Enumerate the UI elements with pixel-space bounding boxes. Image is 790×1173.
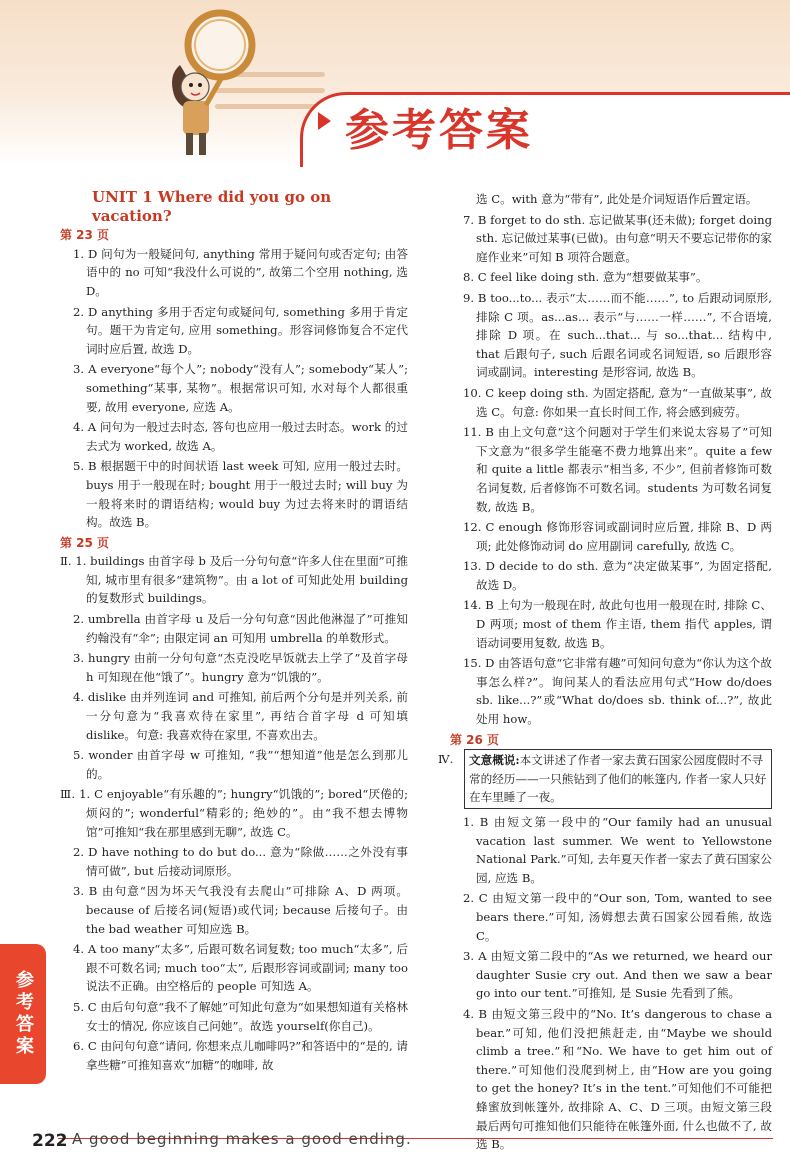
answer-item: 11. B 由上文句意“这个问题对于学生们来说太容易了”可知下文意为“很多学生能毫不费力地算出来”。quite a few 和 quite a little 都表示“相当多, 不少”, 但前者修饰可数名词复数, 后者修饰不可数名词。students 为可数名词复数, 故选 B。 xyxy=(463,425,772,514)
summary-block xyxy=(438,749,772,809)
answer-item: 6. C 由问句句意“请问, 你想来点儿咖啡吗?”和答语中的“是的, 请拿些糖”可推知喜欢“加糖”的咖啡, 故 xyxy=(73,1039,408,1072)
answer-item: 13. D decide to do sth. 意为“决定做某事”, 为固定搭配, 故选 D。 xyxy=(463,559,772,592)
answer-item: 15. D 由答语句意“它非常有趣”可知问句意为“你认为这个故事怎么样?”。询问某人的看法应用句式“How do/does sb. like...?”或“What do/does sb. think of...?”, 故此处用 how。 xyxy=(463,656,772,727)
answer-item: 2. D anything 多用于否定句或疑问句, something 多用于肯定句。题干为肯定句, 应用 something。形容词修饰复合不定代词时应后置, 故选 D。 xyxy=(73,304,408,356)
answer-item: 3. A everyone“每个人”; nobody“没有人”; somebody“某人”; something“某事, 某物”。根据常识可知, 水对每个人都很重要, 故用 everyone, 应选 A。 xyxy=(73,362,408,414)
answer-item: 14. B 上句为一般现在时, 故此句也用一般现在时, 排除 C、D 两项; most of them 作主语, them 指代 apples, 谓语动词要用复数, 故选 B。 xyxy=(463,598,772,650)
footer-motto: A good beginning makes a good ending. xyxy=(72,1130,412,1148)
answer-item: 3. B 由句意“因为坏天气我没有去爬山”可排除 A、D 两项。because of 后接名词(短语)或代词; because 后接句子。由 the bad weather 可知应选 B。 xyxy=(73,884,408,936)
page-heading-26: 第 26 页 xyxy=(450,732,500,747)
page-number: 222 xyxy=(32,1131,68,1151)
answer-item: 4. A too many“太多”, 后跟可数名词复数; too much“太多”, 后跟不可数名词; much too“太”, 后跟形容词或副词; many too 说法不正确。由空格后的 people 可知选 A。 xyxy=(73,942,408,994)
page-heading-23: 第 23 页 xyxy=(60,228,110,243)
right-column xyxy=(438,190,772,1156)
answer-item: 4. A 问句为一般过去时态, 答句也应用一般过去时态。work 的过去式为 worked, 故选 A。 xyxy=(73,420,408,453)
answer-item: 2. C 由短文第一段中的“Our son, Tom, wanted to see bears there.”可知, 汤姆想去黄石国家公园看熊, 故选 C。 xyxy=(463,891,772,943)
answer-item: 5. B 根据题干中的时间状语 last week 可知, 应用一般过去时。buys 用于一般现在时; bought 用于一般过去时; will buy 为一般将来时的谓语结构; would buy 为过去将来时的谓语结构。故选 B。 xyxy=(73,459,408,530)
answer-item: 4. dislike 由并列连词 and 可推知, 前后两个分句是并列关系, 前一分句意为“我喜欢待在家里”, 再结合首字母 d 可知填 dislike。句意: 我喜欢待在家里, 不喜欢出去。 xyxy=(73,690,408,742)
answer-item: 10. C keep doing sth. 为固定搭配, 意为“一直做某事”, 故选 C。句意: 你如果一直长时间工作, 将会感到疲劳。 xyxy=(463,385,772,419)
side-tab-label: 参考答案 xyxy=(0,944,46,1084)
unit-title: UNIT 1 Where did you go on vacation? xyxy=(92,188,332,225)
answer-item: 1. B 由短文第一段中的“Our family had an unusual vacation last summer. We went to Yellowstone National Park.”可知, 去年夏天作者一家去了黄石国家公园, 应选 B。 xyxy=(463,815,772,885)
answer-item: 3. hungry 由前一分句句意“杰克没吃早饭就去上学了”及首字母 h 可知现在他“饿了”。hungry 意为“饥饿的”。 xyxy=(73,651,408,684)
answer-item: Ⅱ. 1. buildings 由首字母 b 及后一分句句意“许多人住在里面”可推知, 城市里有很多“建筑物”。由 a lot of 可知此处用 building 的复数形式 buildings。 xyxy=(60,554,408,606)
answer-item: Ⅲ. 1. C enjoyable“有乐趣的”; hungry“饥饿的”; bored“厌倦的; 烦闷的”; wonderful“精彩的; 绝妙的”。由“我不想去博物馆”可推知“我在那里感到无聊”, 故选 C。 xyxy=(60,787,408,839)
answer-item: 2. D have nothing to do but do... 意为“除做……之外没有事情可做”, but 后接动词原形。 xyxy=(73,845,408,878)
answer-item: 5. wonder 由首字母 w 可推知, “我”“想知道”他是怎么到那儿的。 xyxy=(73,748,408,781)
answer-item: 9. B too...to... 表示“太……而不能……”, to 后跟动词原形, 排除 C 项。as...as... 表示“与……一样……”, 不合语境, 排除 D 项。在 such...that... 与 so...that... 结构中, that 后跟句子, such 后跟名词或名词短语, so 后跟形容词或副词。interesting 是形容词, 故选 B。 xyxy=(463,290,772,380)
answer-item: 1. D 问句为一般疑问句, anything 常用于疑问句或否定句; 由答语中的 no 可知“我没什么可说的”, 故第二个空用 nothing, 选 D。 xyxy=(73,246,408,298)
summary-box xyxy=(464,749,772,809)
answer-item: 4. B 由短文第三段中的“No. It’s dangerous to chase a bear.”可知, 他们没把熊赶走, 由“Maybe we should climb a tree.”和“No. We have to get him out of there.”可知他们没爬到树上, 由“How are you going to get the honey? It’s in the tent.”可知他们不可能把蜂蜜放到帐篷外, 故排除 A、C、D 三项。由短文第三段最后两句可推知他们只能待在帐篷外面, 什么也做不了, 故选 B。 xyxy=(463,1006,772,1152)
answer-item-continued: 选 C。with 意为“带有”, 此处是介词短语作后置定语。 xyxy=(476,192,758,206)
answer-item: 5. C 由后句句意“我不了解她”可知此句意为“如果想知道有关格林女士的情况, 你应该自己问她”。故选 yourself(你自己)。 xyxy=(73,999,408,1033)
summary-text: 本文讲述了作者一家去黄石国家公园度假时不寻常的经历——一只熊钻到了他们的帐篷内, 作者一家人只好在车里睡了一夜。 xyxy=(469,753,767,805)
answer-item: 7. B forget to do sth. 忘记做某事(还未做); forget doing sth. 忘记做过某事(已做)。由句意“明天不要忘记带你的家庭作业来”可知 B 项符合题意。 xyxy=(463,212,772,264)
mascot-magnifier-illustration xyxy=(150,5,260,165)
summary-label: 文意概说: xyxy=(469,753,520,768)
answer-item: 12. C enough 修饰形容词或副词时应后置, 排除 B、D 两项; 此处修饰动词 do 应用副词 carefully, 故选 C。 xyxy=(463,520,772,553)
header-arrow-icon xyxy=(318,112,331,130)
answer-item: 8. C feel like doing sth. 意为“想要做某事”。 xyxy=(463,270,708,285)
answer-item: 3. A 由短文第二段中的“As we returned, we heard our daughter Susie cry out. And then we saw a bear go into our tent.”可推知, 是 Susie 先看到了熊。 xyxy=(463,949,772,1001)
page-title: 参考答案 xyxy=(345,105,533,156)
section-number: Ⅳ. xyxy=(438,752,454,767)
left-column xyxy=(60,188,408,1076)
answer-item: 2. umbrella 由首字母 u 及后一分句句意“因此他淋湿了”可推知约翰没有“伞”; 由限定词 an 可知用 umbrella 的单数形式。 xyxy=(73,612,408,645)
page-heading-25: 第 25 页 xyxy=(60,535,110,550)
